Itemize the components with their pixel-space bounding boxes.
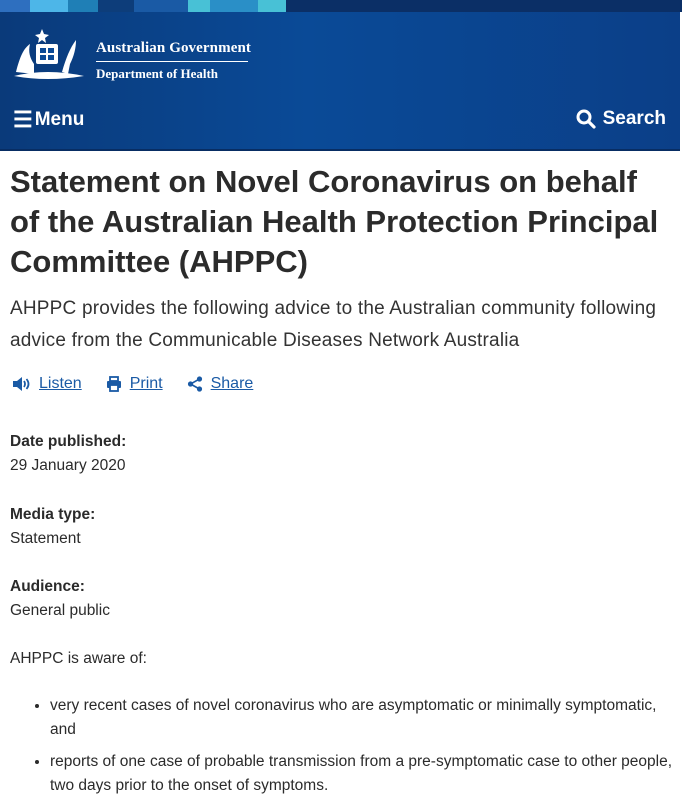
government-wordmark[interactable] [96, 40, 251, 82]
audience-label: Audience: [10, 578, 85, 595]
audience-value: General public [10, 602, 110, 619]
body-intro: AHPPC is aware of: [10, 650, 147, 667]
listen-action[interactable] [12, 375, 82, 393]
wordmark-divider [96, 61, 248, 62]
list-item: • very recent cases of novel coronavirus who are asymptomatic or minimally symptomatic, and [50, 694, 682, 742]
page-actions [12, 375, 277, 393]
media-type-label: Media type: [10, 506, 96, 523]
share-icon [187, 376, 203, 392]
date-published [10, 430, 126, 478]
search-icon [576, 109, 596, 129]
department-name: Department of Health [96, 66, 219, 81]
media-type-value: Statement [10, 530, 81, 547]
print-link[interactable]: Print [129, 375, 163, 392]
date-published-label: Date published: [10, 433, 127, 450]
search-button[interactable] [576, 108, 666, 130]
media-type [10, 503, 95, 551]
coat-of-arms-logo[interactable] [10, 26, 88, 82]
search-label: Search [602, 108, 666, 129]
date-published-value: 29 January 2020 [10, 457, 126, 474]
awareness-list [26, 694, 682, 806]
print-action[interactable] [106, 375, 163, 393]
site-header [0, 12, 680, 151]
share-link[interactable]: Share [210, 375, 254, 392]
listen-link[interactable]: Listen [39, 375, 82, 392]
page-title: Statement on Novel Coronavirus on behalf of the Australian Health Protection Principal Committee (AHPPC) [10, 164, 659, 279]
list-item: • reports of one case of probable transmission from a pre-symptomatic case to other people, two days prior to the onset of symptoms. [50, 750, 682, 798]
speaker-icon [12, 376, 31, 392]
government-name: Australian Government [96, 40, 252, 56]
menu-label: Menu [34, 109, 85, 130]
hamburger-icon: ☰ [13, 107, 33, 132]
top-color-strip [0, 0, 682, 12]
share-action[interactable] [187, 375, 254, 393]
menu-button[interactable] [13, 109, 84, 131]
printer-icon [106, 376, 122, 392]
audience [10, 575, 110, 623]
page-subtitle: AHPPC provides the following advice to the Australian community following advice from the Communicable Diseases Network Australia [10, 298, 657, 351]
